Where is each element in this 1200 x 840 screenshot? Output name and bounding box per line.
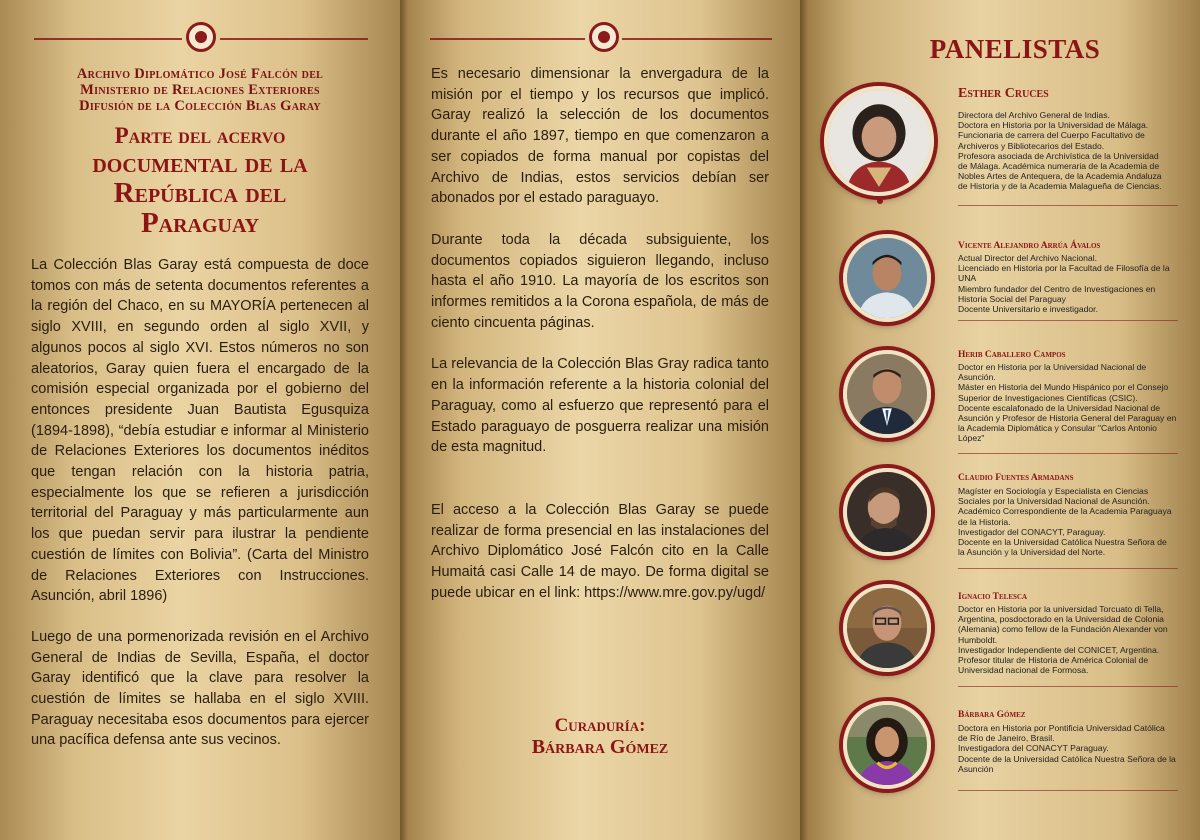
panelist-photo xyxy=(843,468,931,556)
portrait-icon xyxy=(847,705,927,785)
bio-line: Académico Correspondiente de la Academia Paraguaya xyxy=(958,506,1172,517)
panelist-name: Ignacio Telesca xyxy=(958,592,1028,602)
pin-icon xyxy=(877,198,883,204)
bio-line: Profesor titular de Historia de América Colonial de xyxy=(958,655,1149,666)
bio-line: Asunción y Profesor de Historia General del Paraguay en xyxy=(958,413,1177,424)
divider xyxy=(958,686,1178,687)
bio-line: Superior de Investigaciones Científicas (CSIC). xyxy=(958,392,1138,403)
body-paragraph: La relevancia de la Colección Blas Gray radica tanto en la información referente a la historia colonial del Paraguay, como al esfuerzo que representó para el Estado paraguayo de posguerra realizar una misión de esta magnitud. xyxy=(431,356,769,456)
panelist-name: Herib Caballero Campos xyxy=(958,350,1066,360)
panelist-name: Vicente Alejandro Arrúa Ávalos xyxy=(958,241,1101,251)
panelist-name: Bárbara Gómez xyxy=(958,710,1026,720)
bio-line: Universidad nacional de Formosa. xyxy=(958,665,1089,676)
panelist-bio xyxy=(958,486,1180,557)
bio-line: Archiveros y Bibliotecarios del Estado. xyxy=(958,140,1105,151)
panelist-bio xyxy=(958,110,1180,192)
header-line: Difusión de la Colección Blas Garay xyxy=(79,98,321,114)
panelist-photo xyxy=(843,350,931,438)
bio-line: Profesora asociada de Archivística de la Universidad xyxy=(958,150,1159,161)
divider xyxy=(958,205,1178,206)
divider xyxy=(958,790,1178,791)
panelist-bio xyxy=(958,604,1180,675)
header-lines xyxy=(30,66,370,114)
curaduria-name: Bárbara Gómez xyxy=(531,736,669,758)
header-line: Ministerio de Relaciones Exteriores xyxy=(80,82,320,98)
fold-shadow xyxy=(800,0,808,840)
title-line: República del xyxy=(113,177,287,209)
bio-line: Docente escalafonado de la Universidad Nacional de xyxy=(958,402,1161,413)
bio-line: la Academia Diplomática y Consular "Carlos Antonio xyxy=(958,423,1157,434)
bio-line: Docente de la Universidad Católica Nuestra Señora de la xyxy=(958,753,1176,764)
fold-shadow xyxy=(400,0,408,840)
divider xyxy=(958,453,1178,454)
panelist-bio xyxy=(958,253,1180,314)
bio-line: López" xyxy=(958,433,985,444)
bio-line: Miembro fundador del Centro de Investigaciones en xyxy=(958,283,1156,294)
curaduria-block xyxy=(430,716,770,758)
page-title xyxy=(30,124,370,238)
bio-line: de Málaga. Académica numeraria de la Academia de xyxy=(958,161,1160,172)
body-paragraph: La Colección Blas Garay está compuesta de doce tomos con más de setenta documentos referentes a la región del Chaco, en su MAYORÍA pertenecen al siglo XVIII, en segundo orden al siglo XVII, y algunos pocos al siglo XVI. Estos números no son aleatorios, Garay quien fuera el encargado de la comisión especial organizada por el gobierno del entonces presidente Juan Bautista Egusquiza (1894-1898), “debía estudiar e informar al Ministerio de Relaciones Exteriores los documentos inéditos que tengan relación con la historia patria, especialmente los que se refieren a jurisdicción territorial del Paraguay y más particularmente aun los que puedan servir para ilustrar la pendiente cuestión de límites con Bolivia”. (Carta del Ministro de Relaciones Exteriores con Instrucciones. Asunción, abril 1896) xyxy=(31,257,369,605)
bio-line: Doctor en Historia por la Universidad Nacional de xyxy=(958,362,1147,372)
portrait-icon xyxy=(847,354,927,434)
bio-line: Máster en Historia del Mundo Hispánico por el Consejo xyxy=(958,382,1169,393)
body-paragraph: Es necesario dimensionar la envergadura de la misión por el tiempo y los recursos que implicó. Garay realizó la selección de los documentos durante el año 1897, tiempo en que comenzaron a ser copiados de forma manual por copistas del Archivo de Indias, estos servicios debían ser abonados por el estado paraguayo. xyxy=(431,66,769,207)
bio-line: Asunción. xyxy=(958,372,996,383)
bio-line: Argentina, posdoctorado en la Universidad de Colonia xyxy=(958,614,1164,625)
ornament-icon xyxy=(589,22,619,52)
portrait-icon xyxy=(847,588,927,668)
bio-line: de Río de Janeiro, Brasil. xyxy=(958,733,1055,744)
bio-line: Investigador del CONACYT, Paraguay. xyxy=(958,526,1106,537)
panelist-photo xyxy=(843,234,931,322)
bio-line: Licenciado en Historia por la Facultad de Filosofía de la UNA xyxy=(958,263,1170,284)
bio-line: Investigadora del CONACYT Paraguay. xyxy=(958,743,1109,754)
panelist-photo xyxy=(843,701,931,789)
bio-line: Actual Director del Archivo Nacional. xyxy=(958,253,1097,263)
title-line: Paraguay xyxy=(140,207,260,239)
bio-line: Doctor en Historia por la universidad Torcuato di Tella, xyxy=(958,604,1164,614)
title-line: Parte del acervo xyxy=(114,123,286,148)
bio-line: Historia Social del Paraguay xyxy=(958,293,1066,304)
bio-line: Investigador Independiente del CONICET, Argentina. xyxy=(958,644,1160,655)
body-paragraph: El acceso a la Colección Blas Garay se puede realizar de forma presencial en las instalaciones del Archivo Diplomático José Falcón cito en la Calle Humaitá casi Calle 14 de mayo. De forma digital se puede ubicar en el link: https://www.mre.gov.py/ugd/ xyxy=(431,501,769,601)
bio-line: Magíster en Sociología y Especialista en Ciencias xyxy=(958,486,1149,496)
decorative-rule xyxy=(34,38,182,40)
portrait-icon xyxy=(828,90,930,192)
divider xyxy=(958,568,1178,569)
bio-line: Nobles Artes de Antequera, de la Academia Andaluza xyxy=(958,171,1162,182)
portrait-icon xyxy=(847,472,927,552)
divider xyxy=(958,320,1178,321)
curaduria-label: Curaduría: xyxy=(554,715,646,736)
panelist-photo xyxy=(824,86,934,196)
decorative-rule xyxy=(622,38,772,40)
header-line: Archivo Diplomático José Falcón del xyxy=(76,66,324,82)
bio-line: Docente en la Universidad Católica Nuestra Señora de xyxy=(958,537,1167,548)
panelists-heading: PANELISTAS xyxy=(929,34,1101,64)
bio-line: Funcionaria de carrera del Cuerpo Facultativo de xyxy=(958,130,1145,141)
bio-line: Sociales por la Universidad Nacional de Asunción. xyxy=(958,496,1150,507)
panelist-name: Esther Cruces xyxy=(958,86,1049,101)
title-line: documental de la xyxy=(92,147,308,179)
bio-line: Doctora en Historia por la Universidad de Málaga. xyxy=(958,120,1149,131)
bio-line: Docente Universitario e investigador. xyxy=(958,304,1098,315)
bio-line: la Asunción y la Universidad del Norte. xyxy=(958,547,1106,558)
bio-line: de la Historia. xyxy=(958,516,1011,527)
bio-line: Asunción xyxy=(958,763,994,774)
body-paragraph: Luego de una pormenorizada revisión en el Archivo General de Indias de Sevilla, España, el doctor Garay identificó que la clave para resolver la cuestión de límites se hallaba en el siglo XVIII. Paraguay necesitaba esos documentos para ejercer una pacífica defensa ante sus vecinos. xyxy=(31,628,369,749)
panelist-bio xyxy=(958,362,1180,444)
ornament-icon xyxy=(186,22,216,52)
left-body xyxy=(31,255,369,751)
decorative-rule xyxy=(220,38,368,40)
decorative-rule xyxy=(430,38,585,40)
middle-body xyxy=(431,64,769,603)
panelist-bio xyxy=(958,723,1180,774)
bio-line: Doctora en Historia por Pontificia Universidad Católica xyxy=(958,723,1165,733)
panelist-photo xyxy=(843,584,931,672)
bio-line: de Historia y de la Academia Malagueña de Ciencias. xyxy=(958,181,1162,192)
bio-line: Directora del Archivo General de Indias. xyxy=(958,110,1110,120)
panelist-name: Claudio Fuentes Armadans xyxy=(958,473,1074,483)
bio-line: Humboldt. xyxy=(958,634,998,645)
body-paragraph: Durante toda la década subsiguiente, los documentos copiados siguieron llegando, incluso hasta el año 1910. La mayoría de los escritos son informes remitidos a la Corona española, de más de ciento cincuenta páginas. xyxy=(431,231,769,331)
portrait-icon xyxy=(847,238,927,318)
bio-line: (Alemania) como fellow de la Fundación Alexander von xyxy=(958,624,1168,635)
